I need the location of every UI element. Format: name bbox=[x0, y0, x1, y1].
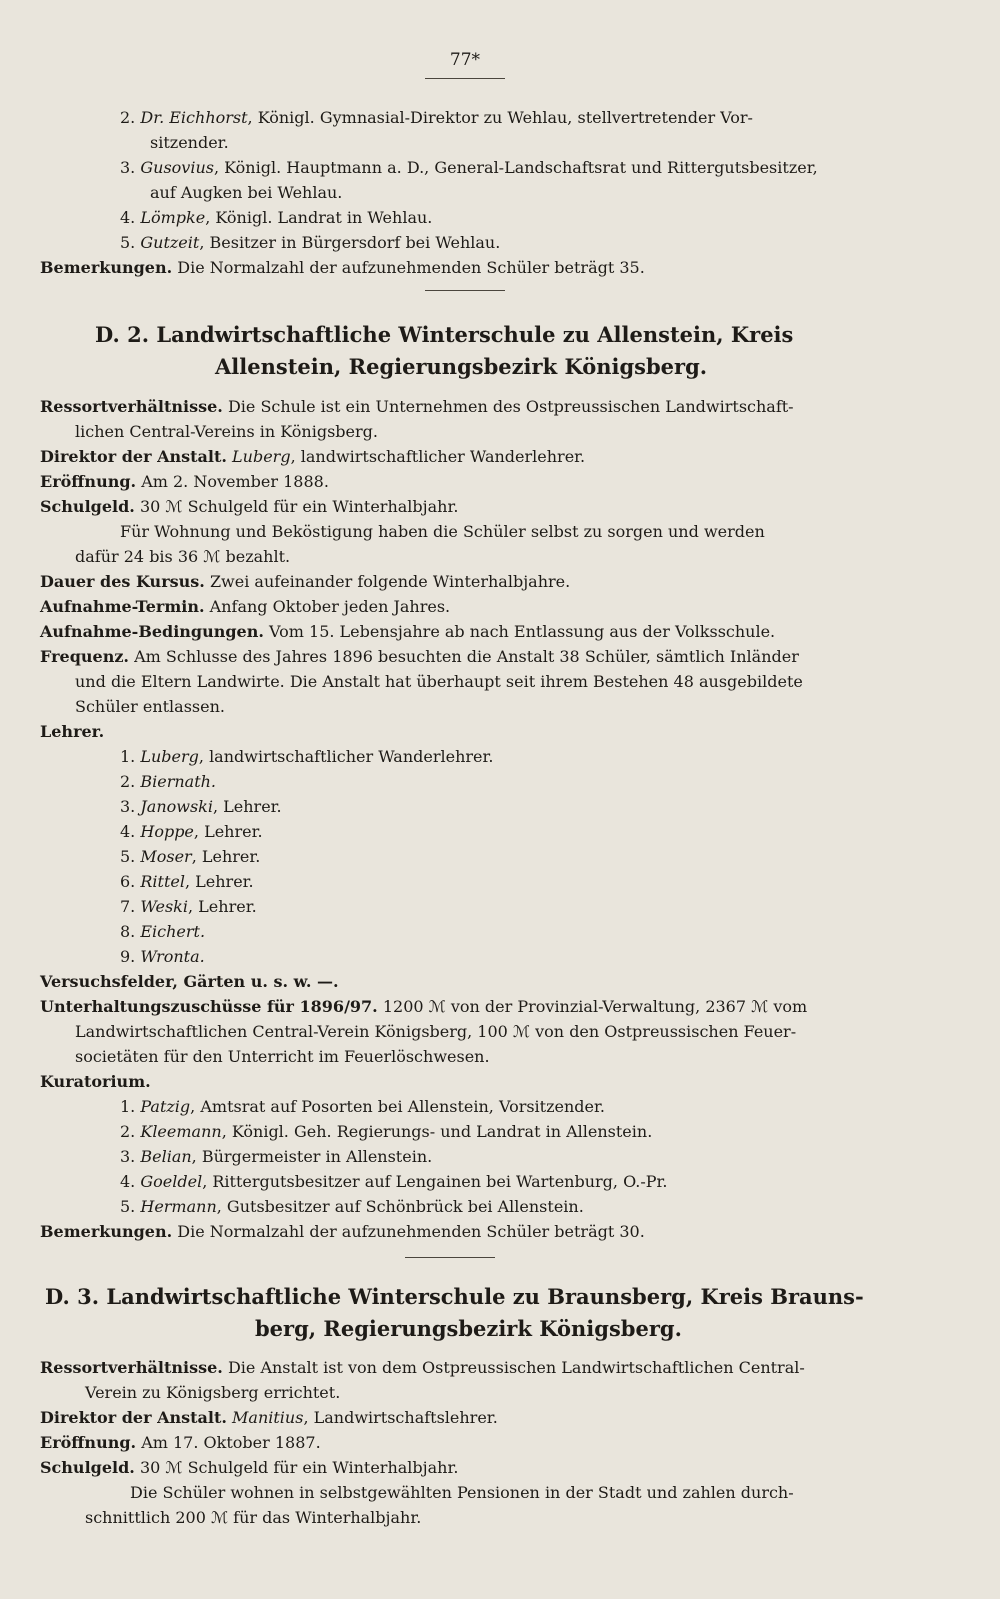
curatorium-entry-cont: auf Augken bei Wehlau. bbox=[150, 183, 343, 202]
teacher-entry: 6. Rittel, Lehrer. bbox=[120, 872, 254, 891]
d3-heading-line2: berg, Regierungsbezirk Königsberg. bbox=[255, 1316, 682, 1341]
d3-direktor: Direktor der Anstalt. Manitius, Landwirtschaftslehrer. bbox=[40, 1408, 498, 1427]
section-divider bbox=[405, 1257, 495, 1258]
d2-frequenz-cont1: und die Eltern Landwirte. Die Anstalt hat überhaupt seit ihrem Bestehen 48 ausgebildete bbox=[75, 672, 803, 691]
curatorium-entry: 2. Kleemann, Königl. Geh. Regierungs- und Landrat in Allenstein. bbox=[120, 1122, 653, 1141]
teacher-entry: 5. Moser, Lehrer. bbox=[120, 847, 261, 866]
d2-ressort: Ressortverhältnisse. Die Schule ist ein Unternehmen des Ostpreussischen Landwirtschaft- bbox=[40, 397, 794, 416]
teacher-entry: 3. Janowski, Lehrer. bbox=[120, 797, 282, 816]
curatorium-entry: 3. Belian, Bürgermeister in Allenstein. bbox=[120, 1147, 433, 1166]
page-number: 77* bbox=[449, 50, 481, 70]
d2-zuschuss-cont2: societäten für den Unterricht im Feuerlöschwesen. bbox=[75, 1047, 490, 1066]
curatorium-entry: 1. Patzig, Amtsrat auf Posorten bei Allenstein, Vorsitzender. bbox=[120, 1097, 605, 1116]
teacher-entry: 2. Biernath. bbox=[120, 772, 217, 791]
d3-wohnung: Die Schüler wohnen in selbstgewählten Pensionen in der Stadt und zahlen durch- bbox=[130, 1483, 794, 1502]
d2-wohnung: Für Wohnung und Beköstigung haben die Schüler selbst zu sorgen und werden bbox=[120, 522, 765, 541]
d3-ressort-cont: Verein zu Königsberg errichtet. bbox=[85, 1383, 341, 1402]
section-divider bbox=[425, 290, 505, 291]
teacher-entry: 7. Weski, Lehrer. bbox=[120, 897, 257, 916]
d2-zuschuss: Unterhaltungszuschüsse für 1896/97. 1200 ℳ von der Provinzial-Verwaltung, 2367 ℳ vom bbox=[40, 997, 808, 1016]
curatorium-entry-cont: sitzender. bbox=[150, 133, 229, 152]
d2-wohnung-cont: dafür 24 bis 36 ℳ bezahlt. bbox=[75, 547, 291, 566]
teacher-entry: 4. Hoppe, Lehrer. bbox=[120, 822, 263, 841]
d2-frequenz-cont2: Schüler entlassen. bbox=[75, 697, 225, 716]
d2-termin: Aufnahme-Termin. Anfang Oktober jeden Jahres. bbox=[40, 597, 451, 616]
d2-eroeffnung: Eröffnung. Am 2. November 1888. bbox=[40, 472, 329, 491]
curatorium-entry: 4. Lömpke, Königl. Landrat in Wehlau. bbox=[120, 208, 433, 227]
d2-zuschuss-cont1: Landwirtschaftlichen Central-Verein Königsberg, 100 ℳ von den Ostpreussischen Feuer- bbox=[75, 1022, 797, 1041]
curatorium-entry: 4. Goeldel, Rittergutsbesitzer auf Lengainen bei Wartenburg, O.-Pr. bbox=[120, 1172, 668, 1191]
curatorium-entry: 5. Gutzeit, Besitzer in Bürgersdorf bei Wehlau. bbox=[120, 233, 501, 252]
d2-heading-line1: D. 2. Landwirtschaftliche Winterschule zu Allenstein, Kreis bbox=[95, 322, 794, 347]
curatorium-entry: 3. Gusovius, Königl. Hauptmann a. D., General-Landschaftsrat und Rittergutsbesitzer, bbox=[120, 158, 818, 177]
d3-schulgeld: Schulgeld. 30 ℳ Schulgeld für ein Winterhalbjahr. bbox=[40, 1458, 459, 1477]
d2-lehrer-label: Lehrer. bbox=[40, 722, 105, 741]
d3-ressort: Ressortverhältnisse. Die Anstalt ist von dem Ostpreussischen Landwirtschaftlichen Central- bbox=[40, 1358, 805, 1377]
d2-remarks: Bemerkungen. Die Normalzahl der aufzunehmenden Schüler beträgt 30. bbox=[40, 1222, 645, 1241]
teacher-entry: 1. Luberg, landwirtschaftlicher Wanderlehrer. bbox=[120, 747, 494, 766]
d1-remarks: Bemerkungen. Die Normalzahl der aufzunehmenden Schüler beträgt 35. bbox=[40, 258, 645, 277]
d2-dauer: Dauer des Kursus. Zwei aufeinander folgende Winterhalbjahre. bbox=[40, 572, 571, 591]
teacher-entry: 8. Eichert. bbox=[120, 922, 206, 941]
d3-heading-line1: D. 3. Landwirtschaftliche Winterschule zu Braunsberg, Kreis Brauns- bbox=[45, 1284, 864, 1309]
d2-schulgeld: Schulgeld. 30 ℳ Schulgeld für ein Winterhalbjahr. bbox=[40, 497, 459, 516]
d2-kuratorium-label: Kuratorium. bbox=[40, 1072, 151, 1091]
d2-direktor: Direktor der Anstalt. Luberg, landwirtschaftlicher Wanderlehrer. bbox=[40, 447, 586, 466]
teacher-entry: 9. Wronta. bbox=[120, 947, 205, 966]
curatorium-entry: 2. Dr. Eichhorst, Königl. Gymnasial-Direktor zu Wehlau, stellvertretender Vor- bbox=[120, 108, 753, 127]
d3-eroeffnung: Eröffnung. Am 17. Oktober 1887. bbox=[40, 1433, 321, 1452]
curatorium-entry: 5. Hermann, Gutsbesitzer auf Schönbrück bei Allenstein. bbox=[120, 1197, 584, 1216]
d2-versuchsfelder: Versuchsfelder, Gärten u. s. w. —. bbox=[40, 972, 339, 991]
d2-bedingungen: Aufnahme-Bedingungen. Vom 15. Lebensjahre ab nach Entlassung aus der Volksschule. bbox=[40, 622, 776, 641]
d2-frequenz: Frequenz. Am Schlusse des Jahres 1896 besuchten die Anstalt 38 Schüler, sämtlich Inländer bbox=[40, 647, 799, 666]
d3-wohnung-cont: schnittlich 200 ℳ für das Winterhalbjahr. bbox=[85, 1508, 422, 1527]
page-number-rule bbox=[425, 78, 505, 79]
d2-ressort-cont: lichen Central-Vereins in Königsberg. bbox=[75, 422, 378, 441]
d2-heading-line2: Allenstein, Regierungsbezirk Königsberg. bbox=[215, 354, 708, 379]
